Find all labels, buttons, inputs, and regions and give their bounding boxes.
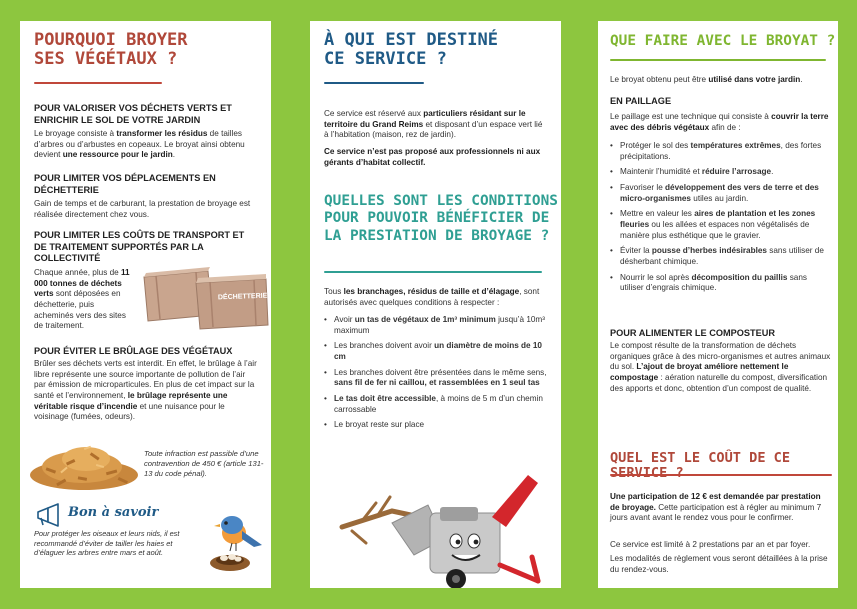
paillage-3-b: développement des vers de terre et des micro-organismes <box>620 182 819 203</box>
not-pro-text <box>324 147 549 168</box>
s1-text <box>34 129 259 161</box>
panel1-title-line2: SES VÉGÉTAUX ? <box>34 49 178 70</box>
paillage-item <box>610 183 832 204</box>
s3-heading: POUR LIMITER LES COÛTS DE TRANSPORT ET DE TRAITEMENT SUPPORTÉS PAR LA COLLECTIVITÉ <box>34 230 245 263</box>
paillage-heading: EN PAILLAGE <box>610 96 672 106</box>
panel2-title <box>324 31 498 69</box>
wood-chips-illustration <box>26 439 144 491</box>
condition-1-c: jusqu’à 10m³ maximum <box>334 315 545 335</box>
cost-text-b: Une participation de 12 € est demandée par prestation de broyage. <box>610 492 821 512</box>
s1-heading: POUR VALORISER VOS DÉCHETS VERTS ET ENRICHIR LE SOL DE VOTRE JARDIN <box>34 103 232 125</box>
condition-2-b: un diamètre de moins de 10 cm <box>334 341 542 361</box>
condition-item <box>324 315 552 336</box>
shredder-machine-illustration <box>332 469 552 588</box>
cost-text-a: Cette participation est à régler au minimum 7 jours avant avant le rendez vous pour le confirmer. <box>610 502 822 523</box>
paillage-item <box>610 209 832 241</box>
condition-3-b: sans fil de fer ni caillou, et rassemblées en 1 seul tas <box>334 378 540 388</box>
condition-2-a: Les branches doivent avoir <box>334 341 435 351</box>
paillage-2-a: Maintenir l’humidité et <box>620 167 702 177</box>
panel3-title-underline <box>610 59 826 61</box>
condition-3-a: Les branches doivent être présentées dans le même sens, <box>334 367 547 377</box>
broyat-intro-a: Le broyat obtenu peut être <box>610 75 709 84</box>
paillage-item <box>610 273 832 294</box>
conditions-intro-a: Tous <box>324 287 344 296</box>
cost-text <box>610 492 832 524</box>
paillage-6-b: décomposition du paillis <box>691 272 788 282</box>
s4-text-c: et une nuisance pour le voisinage (fumées, odeurs). <box>34 401 225 422</box>
compost-text <box>610 341 832 394</box>
paillage-item <box>610 167 832 178</box>
conditions-intro <box>324 287 552 308</box>
paillage-5-c: sans utiliser de désherbant chimique. <box>620 246 824 266</box>
conditions-intro-c: , sont autorisés avec quelques conditions à respecter : <box>324 287 540 307</box>
broyat-intro-c: . <box>800 75 803 84</box>
paillage-6-a: Nourrir le sol après <box>620 272 692 282</box>
bird-nest-illustration <box>202 509 266 575</box>
condition-item <box>324 420 552 431</box>
paillage-1-c: , des fortes précipitations. <box>620 141 822 161</box>
compost-heading: POUR ALIMENTER LE COMPOSTEUR <box>610 328 776 338</box>
s4-text-a: Brûler ses déchets verts est interdit. En effet, le brûlage à l’air libre représente une source importante de pollution de l’air par émission de microparticules. En plus de cet impact sur la santé et l’environnement, <box>34 359 257 400</box>
paillage-5-b: pousse d’herbes indésirables <box>651 246 767 256</box>
cost-modalities-text: Les modalités de règlement vous seront détaillées à la prise du rendez-vous. <box>610 554 828 574</box>
panel3-title2-underline <box>610 474 832 476</box>
panel1-title-line1: POURQUOI BROYER <box>34 30 188 50</box>
paillage-2-c: . <box>771 167 774 177</box>
panel3-title-text: QUE FAIRE AVEC LE BROYAT ? <box>610 33 836 49</box>
panel-why-shred <box>20 21 271 588</box>
s1-text-a: Le broyage consiste à <box>34 129 117 138</box>
s1-text-c: de tailles d’arbres ou d’arbustes en copeaux. Le broyat ainsi obtenu devient <box>34 129 245 160</box>
paillage-1-a: Protéger le sol des <box>620 141 691 150</box>
panel3-title2 <box>610 451 838 481</box>
condition-4-a: , à moins de 5 m d’un chemin carrossable <box>334 393 543 414</box>
panel2-title-line1: À QUI EST DESTINÉ <box>324 30 498 50</box>
panel2-title2-underline <box>324 271 542 273</box>
s3-text-c: sont déposées en déchetterie, puis acheminés vers des sites de traitement. <box>34 289 126 331</box>
paillage-item <box>610 246 832 267</box>
compost-text-b: L’ajout de broyat améliore nettement le compostage <box>610 362 789 382</box>
condition-1-a: Avoir <box>334 315 355 324</box>
paillage-6-c: sans utiliser d’engrais chimique. <box>620 272 807 293</box>
who-text-b: particuliers résidant sur le territoire du Grand Reims <box>324 109 526 129</box>
condition-item <box>324 368 552 389</box>
s1-text-e: . <box>172 150 176 160</box>
paillage-4-c: ou les allées et espaces non végétalisés de manière plus esthétique que le gravier. <box>620 219 810 240</box>
who-text <box>324 109 549 141</box>
s3-text <box>34 268 134 332</box>
compost-text-a: Le compost résulte de la transformation de déchets organiques grâce à des micro-organismes et autres animaux du sol. <box>610 341 831 372</box>
paillage-text-b: couvrir la terre avec des débris végétaux <box>610 112 829 132</box>
s2-heading: POUR LIMITER VOS DÉPLACEMENTS EN DÉCHETTERIE <box>34 173 216 195</box>
bon-a-savoir-text: Pour protéger les oiseaux et leurs nids, il est recommandé d’éviter de tailler les haies et d’élaguer les arbres entre mars et août. <box>34 529 180 558</box>
panel2-title2-line2: POUR POUVOIR BÉNÉFICIER DE <box>324 210 550 227</box>
paillage-text-c: afin de : <box>709 122 741 132</box>
conditions-list <box>324 315 552 436</box>
condition-1-b: un tas de végétaux de 1m³ minimum <box>354 315 496 324</box>
panel2-title2 <box>324 193 558 245</box>
paillage-text-a: Le paillage est une technique qui consiste à <box>610 112 772 121</box>
infraction-note: Toute infraction est passible d’une contravention de 450 € (article 131-13 du code pénal). <box>144 449 264 478</box>
paillage-4-a: Mettre en valeur les <box>620 209 695 219</box>
panel-what-to-do <box>598 21 838 588</box>
conditions-intro-b: les branchages, résidus de taille et d’élagage <box>343 287 520 296</box>
paillage-text <box>610 112 832 133</box>
cost-limit-text: Ce service est limité à 2 prestations par an et par foyer. <box>610 540 811 549</box>
paillage-4-b: aires de plantation et les zones fleuries <box>620 209 816 229</box>
panel2-title2-line1: QUELLES SONT LES CONDITIONS <box>324 193 558 209</box>
dumpster-illustration <box>138 259 270 331</box>
broyat-intro-b: utilisé dans votre jardin <box>708 75 801 84</box>
panel1-title <box>34 31 188 69</box>
compost-text-c: : aération naturelle du compost, diversification des apports et donc, obtention d’un compost de qualité. <box>610 372 828 393</box>
s3-text-a: Chaque année, plus de <box>34 268 121 277</box>
bon-a-savoir-title: Bon à savoir <box>68 505 159 520</box>
panel2-title-line2: CE SERVICE ? <box>324 49 447 70</box>
not-pro-text-b: Ce service n’est pas proposé aux professionnels ni aux gérants d’habitat collectif. <box>324 147 541 167</box>
paillage-3-a: Favoriser le <box>620 182 666 192</box>
panel2-title-underline <box>324 82 424 84</box>
broyat-intro <box>610 75 832 86</box>
condition-4-b: Le tas doit être accessible <box>334 393 436 403</box>
panel-who <box>310 21 561 588</box>
s4-heading: POUR ÉVITER LE BRÛLAGE DES VÉGÉTAUX <box>34 346 233 356</box>
megaphone-icon <box>34 503 62 527</box>
paillage-5-a: Éviter la <box>620 246 652 256</box>
who-text-c: et disposant d’un espace vert lié à l’habitation (maison, rez de jardin). <box>324 119 543 140</box>
paillage-item <box>610 141 832 162</box>
condition-item <box>324 394 552 415</box>
dumpster-label: DÉCHETTERIE <box>217 292 268 302</box>
who-text-a: Ce service est réservé aux <box>324 109 424 118</box>
panel1-title-underline <box>34 82 162 84</box>
s2-text: Gain de temps et de carburant, la prestation de broyage est réalisée directement chez vous. <box>34 199 251 219</box>
s4-text <box>34 359 259 423</box>
s1-text-d: une ressource pour le jardin <box>62 150 173 160</box>
panel3-title2-text: QUEL EST LE COÛT DE CE <box>610 450 791 466</box>
paillage-3-c: utiles au jardin. <box>690 193 749 203</box>
panel2-title2-line3: LA PRESTATION DE BROYAGE ? <box>324 227 550 244</box>
panel3-title <box>610 33 835 49</box>
paillage-list <box>610 141 832 299</box>
s1-text-b: transformer les résidus <box>116 129 208 138</box>
condition-5-a: Le broyat reste sur place <box>334 420 425 430</box>
paillage-2-b: réduire l’arrosage <box>701 167 772 177</box>
s3-text-b: 11 000 tonnes de déchets verts <box>34 268 130 299</box>
condition-item <box>324 341 552 362</box>
s4-text-b: le brûlage représente une véritable risque d’incendie <box>34 390 228 411</box>
paillage-1-b: températures extrêmes <box>690 141 781 150</box>
